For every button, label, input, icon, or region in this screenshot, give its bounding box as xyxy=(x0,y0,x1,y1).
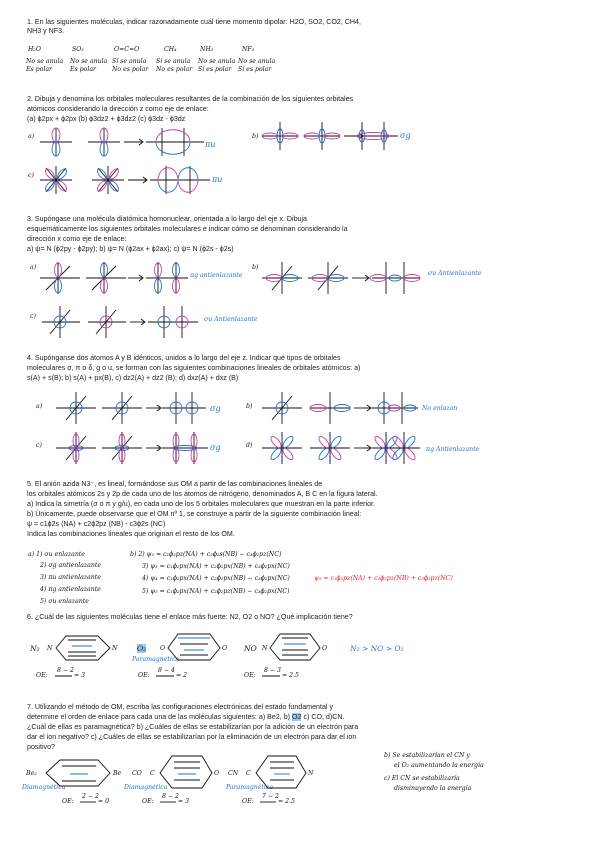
q1-molecule-so2: SO₂ xyxy=(72,46,84,53)
q2-label-c: c) xyxy=(28,172,34,179)
q1-note2-ch4: No es polar xyxy=(156,66,193,73)
q7-cn-mo xyxy=(256,756,306,788)
q1-note2-nf3: Sí es polar xyxy=(238,66,272,73)
q1-molecule-nf3: NF₃ xyxy=(242,46,255,53)
q7-cn-oe-res: = 2.5 xyxy=(278,798,295,805)
q7-be2-atom-right: Be xyxy=(113,770,122,777)
q7-be2-label: Be₂ xyxy=(26,770,37,777)
q7-cn-tag: Paramagnética xyxy=(226,784,274,791)
q7-be2-oe-res: = 0 xyxy=(98,798,110,805)
q6-o2-label: O₂ xyxy=(137,644,147,653)
q7-co-oe-num: 8 − 2 xyxy=(162,793,179,800)
q6-o2-oe-label: OE: xyxy=(138,672,150,679)
q7-note-c1: c) El CN se estabilizaría xyxy=(384,775,460,782)
q7-cn-oe-num: 7 − 2 xyxy=(262,793,279,800)
q5-statement-line1: 5. El anión azida N3⁻, es lineal, formándose sus OM a partir de las combinaciones lineales de xyxy=(27,480,323,488)
q6-n2-atom-left: N xyxy=(47,645,53,652)
q4-label-d: d) xyxy=(246,442,253,449)
q3-label-c: c) xyxy=(30,313,36,320)
q3-label-b: b) xyxy=(252,264,259,271)
q5-answer-a-5: 5) σu enlazante xyxy=(40,598,89,605)
q7-be2-tag: Diamagnética xyxy=(22,784,66,791)
q3-statement-line2: esquemáticamente los siguientes orbitales moleculares e indicar cómo se denominan considerando la xyxy=(27,225,348,233)
q5-statement-line6: Indica las combinaciones lineales que originan el resto de los OM. xyxy=(27,530,235,538)
q1-note1-nf3: No se anula xyxy=(238,58,276,65)
q6-n2-atom-right: N xyxy=(112,645,118,652)
q1-note2-co2: No es polar xyxy=(112,66,149,73)
q5-answer-a-1: a) 1) σu enlazante xyxy=(28,551,85,558)
q3-statement-line3: dirección x como eje de enlace: xyxy=(27,235,127,243)
q7-cn-atom-left: C xyxy=(246,770,251,777)
q5-answer-red: ψ₅ = c₁ϕ₂pz(NA) + c₂ϕ₂pz(NB) + c₃ϕ₂pz(NC) xyxy=(314,575,453,582)
q3-result-sigma-anti-b: σu Antienlazante xyxy=(428,270,482,277)
q7-note-b2: el O₂ aumentando la energía xyxy=(394,762,484,769)
q6-o2-tag: Paramagnética xyxy=(132,656,180,663)
q3-statement-line1: 3. Supóngase una molécula diatómica homonuclear, orientada a lo largo del eje x. Dibuja xyxy=(27,215,307,223)
q2-statement-line2: atómicos considerando la dirección z como eje de enlace: xyxy=(27,105,209,113)
q6-n2-oe-num: 8 − 2 xyxy=(57,667,74,674)
q5-answer-b-3: 3) ψ₃ = c₁ϕ₂px(NA) + c₂ϕ₂px(NB) + c₃ϕ₂px(NC) xyxy=(142,563,290,570)
q5-statement-line4: b) Únicamente, puede observarse que el OM nº 1, se construye a partir de la siguiente combinación lineal: xyxy=(27,510,362,518)
q7-cn-oe-label: OE: xyxy=(242,798,254,805)
q1-note1-co2: Sí se anula xyxy=(112,58,147,65)
q4-label-a: a) xyxy=(36,403,43,410)
q4-result-sigma-a: σg xyxy=(210,404,221,413)
q6-no-oe-label: OE: xyxy=(244,672,256,679)
q2-result-pi-u-a: πu xyxy=(205,140,216,149)
q4-result-sigma-c: σg xyxy=(210,443,221,452)
q1-note1-ch4: Sí se anula xyxy=(156,58,191,65)
q6-statement: 6. ¿Cuál de las siguientes moléculas tiene el enlace más fuerte: N2, O2 o NO? ¿Qué implicación tiene? xyxy=(27,613,353,621)
q6-n2-oe-res: = 3 xyxy=(74,672,86,679)
q2-result-pi-u-c: πu xyxy=(212,175,223,184)
q7-co-oe-res: = 3 xyxy=(178,798,190,805)
q4-statement-line1: 4. Supónganse dos átomos A y B idénticos, unidos a lo largo del eje z. Indicar qué tipos de orbitales xyxy=(27,354,341,362)
q5-answer-b-2: b) 2) ψ₂ = c₁ϕ₂pz(NA) + c₂ϕ₂s(NB) − c₃ϕ₂pz(NC) xyxy=(130,551,282,558)
q1-note2-nh3: Sí es polar xyxy=(198,66,232,73)
q2-statement-line3: (a) ϕ2px + ϕ2px (b) ϕ3dz2 + ϕ3dz2 (c) ϕ3dz - ϕ3dz xyxy=(27,115,186,123)
q6-no-atom-left: N xyxy=(262,645,268,652)
q1-note2-h2o: Es polar xyxy=(26,66,52,73)
q5-answer-b-4: 4) ψ₄ = c₁ϕ₂px(NA) + c₂ϕ₂px(NB) − c₃ϕ₂px(NC) xyxy=(142,575,290,582)
q6-o2-atom-left: O xyxy=(160,645,166,652)
q7-be2-oe-label: OE: xyxy=(62,798,74,805)
q1-note2-so2: Es polar xyxy=(70,66,96,73)
q6-o2-oe-num: 8 − 4 xyxy=(158,667,175,674)
q5-statement-line2: los orbitales atómicos 2s y 2p de cada uno de los átomos de nitrógeno, denominados A, B C en la figura lateral. xyxy=(27,490,378,498)
q4-result-pi-d: πg Antienlazante xyxy=(426,446,480,453)
q7-highlight-o2: O2 xyxy=(292,713,302,721)
q6-no-label: NO xyxy=(244,644,257,653)
q2-result-sigma-g: σg xyxy=(400,131,411,140)
q6-o2-atom-right: O xyxy=(222,645,228,652)
q7-co-label: CO xyxy=(132,770,142,777)
q7-statement-line3: ¿Cuál de ellas es paramagnética? b) ¿Cuáles de ellas se estabilizarían por la adición de un electrón para xyxy=(27,723,359,731)
q7-co-atom-left: C xyxy=(150,770,155,777)
q1-note1-so2: No se anula xyxy=(70,58,108,65)
q7-note-c2: disminuyendo la energía xyxy=(394,785,472,792)
q6-result: N₂ > NO > O₂ xyxy=(350,644,404,653)
q5-statement-line3: a) Indica la simetría (σ o π y g/u), en cada uno de los 5 orbitales moleculares que muestran en la parte inferior. xyxy=(27,500,375,508)
q7-co-tag: Diamagnética xyxy=(124,784,168,791)
q4-result-no-bond: No enlazan xyxy=(422,405,458,412)
q7-note-b1: b) Se estabilizarían el CN y xyxy=(384,752,470,759)
q2-statement-line1: 2. Dibuja y denomina los orbitales moleculares resultantes de la combinación de los siguientes orbitales xyxy=(27,95,354,103)
q1-molecule-nh3: NH₃ xyxy=(200,46,214,53)
q4-statement-line3: s(A) + s(B); b) s(A) + px(B), c) dz2(A) + dz2 (B); d) dxz(A) + dxz (B) xyxy=(27,374,239,382)
q7-be2-oe-num: 2 − 2 xyxy=(82,793,99,800)
q3-label-a: a) xyxy=(30,264,37,271)
q7-cn-atom-right: N xyxy=(308,770,314,777)
q4-statement-line2: moleculares σ, π o δ, g o u, se forman con las siguientes combinaciones lineales de orbitales atómicos: a) xyxy=(27,364,361,372)
q4-label-b: b) xyxy=(246,403,253,410)
q5-answer-b-5: 5) ψ₅ = c₁ϕ₂px(NA) + c₂ϕ₂pz(NB) − c₃ϕ₂px(NC) xyxy=(142,588,290,595)
q7-co-mo xyxy=(160,756,212,788)
q2-label-b: b) xyxy=(252,133,259,140)
q5-answer-a-3: 3) πu antienlazante xyxy=(40,574,101,581)
q2-label-a: a) xyxy=(28,133,35,140)
q6-no-oe-num: 8 − 3 xyxy=(264,667,281,674)
q7-co-atom-right: O xyxy=(214,770,220,777)
q5-answer-a-2: 2) σg antienlazante xyxy=(40,562,102,569)
q5-answer-a-4: 4) πg antienlazante xyxy=(40,586,101,593)
q7-co-oe-label: OE: xyxy=(142,798,154,805)
q1-molecule-ch4: CH₄ xyxy=(164,46,177,53)
q3-statement-line4: a) ψ= N (ϕ2py - ϕ2py); b) ψ= N (ϕ2ax + ϕ2ax); c) ψ= N (ϕ2s - ϕ2s) xyxy=(27,245,234,253)
q7-be2-mo xyxy=(46,760,110,786)
q1-molecule-co2: O=C=O xyxy=(114,46,140,53)
q5-statement-line5: ψ = c1ϕ2s (NA) + c2ϕ2pz (NB) - c3ϕ2s (NC) xyxy=(27,520,166,528)
q6-no-oe-res: = 2.5 xyxy=(282,672,299,679)
q7-cn-label: CN xyxy=(228,770,239,777)
q4-label-c: c) xyxy=(36,442,42,449)
q7-statement-line2: determine el orden de enlace para cada una de las moléculas siguientes: a) Be2, b) O2 c) CO, d)CN. xyxy=(27,713,345,721)
q7-statement-line4: dar el ion negativo? c) ¿Cuáles de ellas se estabilizarían por la eliminación de un electrón para dar el ion xyxy=(27,733,357,741)
q6-o2-oe-res: = 2 xyxy=(176,672,188,679)
q6-no-atom-right: O xyxy=(322,645,328,652)
q1-molecule-h2o: H₂O xyxy=(28,46,41,53)
q1-note1-nh3: No se anula xyxy=(198,58,236,65)
q6-n2-oe-label: OE: xyxy=(36,672,48,679)
q1-statement-line2: NH3 y NF3. xyxy=(27,27,65,35)
q1-statement-line1: 1. En las siguientes moléculas, indicar razonadamente cuál tiene momento dipolar: H2O, SO2, CO2, CH4, xyxy=(27,18,361,26)
q3-result-sigma-anti-c: σu Antienlazante xyxy=(204,316,258,323)
q7-statement-line5: positivo? xyxy=(27,743,55,751)
q6-n2-label: N₂ xyxy=(30,644,40,653)
q7-statement-line1: 7. Utilizando el método de OM, escriba las configuraciones electrónicas del estado fundamental y xyxy=(27,703,333,711)
q3-result-pi-anti: πg antienlazante xyxy=(190,272,243,279)
q1-note1-h2o: No se anula xyxy=(26,58,64,65)
